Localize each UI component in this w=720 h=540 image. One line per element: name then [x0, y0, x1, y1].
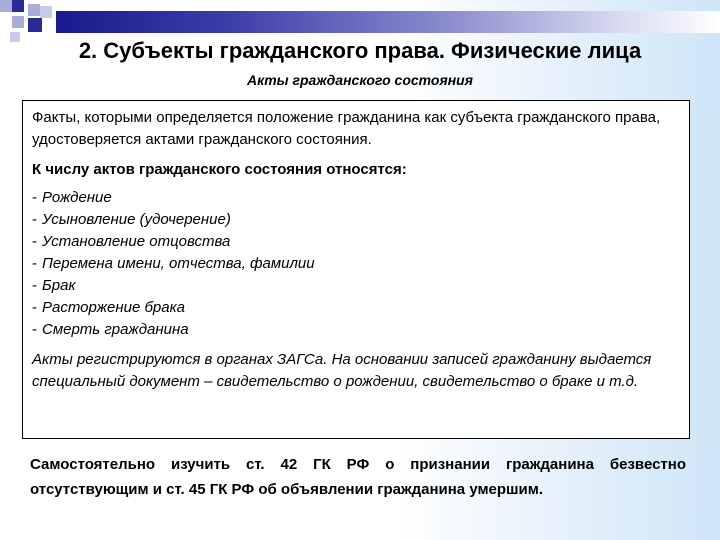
- deco-square: [28, 4, 40, 16]
- list-item-text: Расторжение брака: [42, 299, 186, 316]
- bullet-dash: -: [32, 233, 37, 250]
- bullet-dash: -: [32, 299, 37, 316]
- list-item-text: Перемена имени, отчества, фамилии: [42, 255, 315, 272]
- page-title: 2. Субъекты гражданского права. Физические лица: [78, 38, 642, 63]
- bullet-dash: -: [32, 255, 37, 272]
- list-item: [32, 209, 679, 231]
- header-gradient-bar: [56, 11, 720, 33]
- bullet-dash: -: [32, 321, 37, 338]
- page-subtitle: Акты гражданского состояния: [247, 72, 473, 88]
- bullet-dash: -: [32, 189, 37, 206]
- deco-square: [28, 18, 42, 32]
- list-item: [32, 187, 679, 209]
- bullet-dash: -: [32, 277, 37, 294]
- list-item-text: Смерть гражданина: [42, 321, 189, 338]
- list-item: [32, 275, 679, 297]
- acts-list: [32, 187, 679, 341]
- deco-square: [12, 16, 24, 28]
- deco-square: [12, 0, 24, 12]
- footer-assignment: Самостоятельно изучить ст. 42 ГК РФ о признании гражданина безвестно отсутствующим и ст. 45 ГК РФ об объявлении гражданина умершим.: [30, 456, 686, 498]
- intro-text: Факты, которыми определяется положение гражданина как субъекта гражданского права, удостоверяется актами гражданского состояния.: [32, 109, 661, 148]
- list-item-text: Усыновление (удочерение): [42, 211, 231, 228]
- list-item: [32, 297, 679, 319]
- list-heading: К числу актов гражданского состояния относятся:: [32, 161, 407, 178]
- bullet-dash: -: [32, 211, 37, 228]
- list-item: [32, 319, 679, 341]
- closing-text: Акты регистрируются в органах ЗАГСа. На основании записей гражданину выдается специальный документ – свидетельство о рождении, свидетельство о браке и т.д.: [32, 351, 652, 390]
- list-item: [32, 231, 679, 253]
- deco-square: [0, 0, 12, 12]
- list-item-text: Установление отцовства: [42, 233, 231, 250]
- list-item: [32, 253, 679, 275]
- content-box: [22, 100, 690, 439]
- deco-square: [40, 6, 52, 18]
- list-item-text: Рождение: [42, 189, 112, 206]
- list-item-text: Брак: [42, 277, 76, 294]
